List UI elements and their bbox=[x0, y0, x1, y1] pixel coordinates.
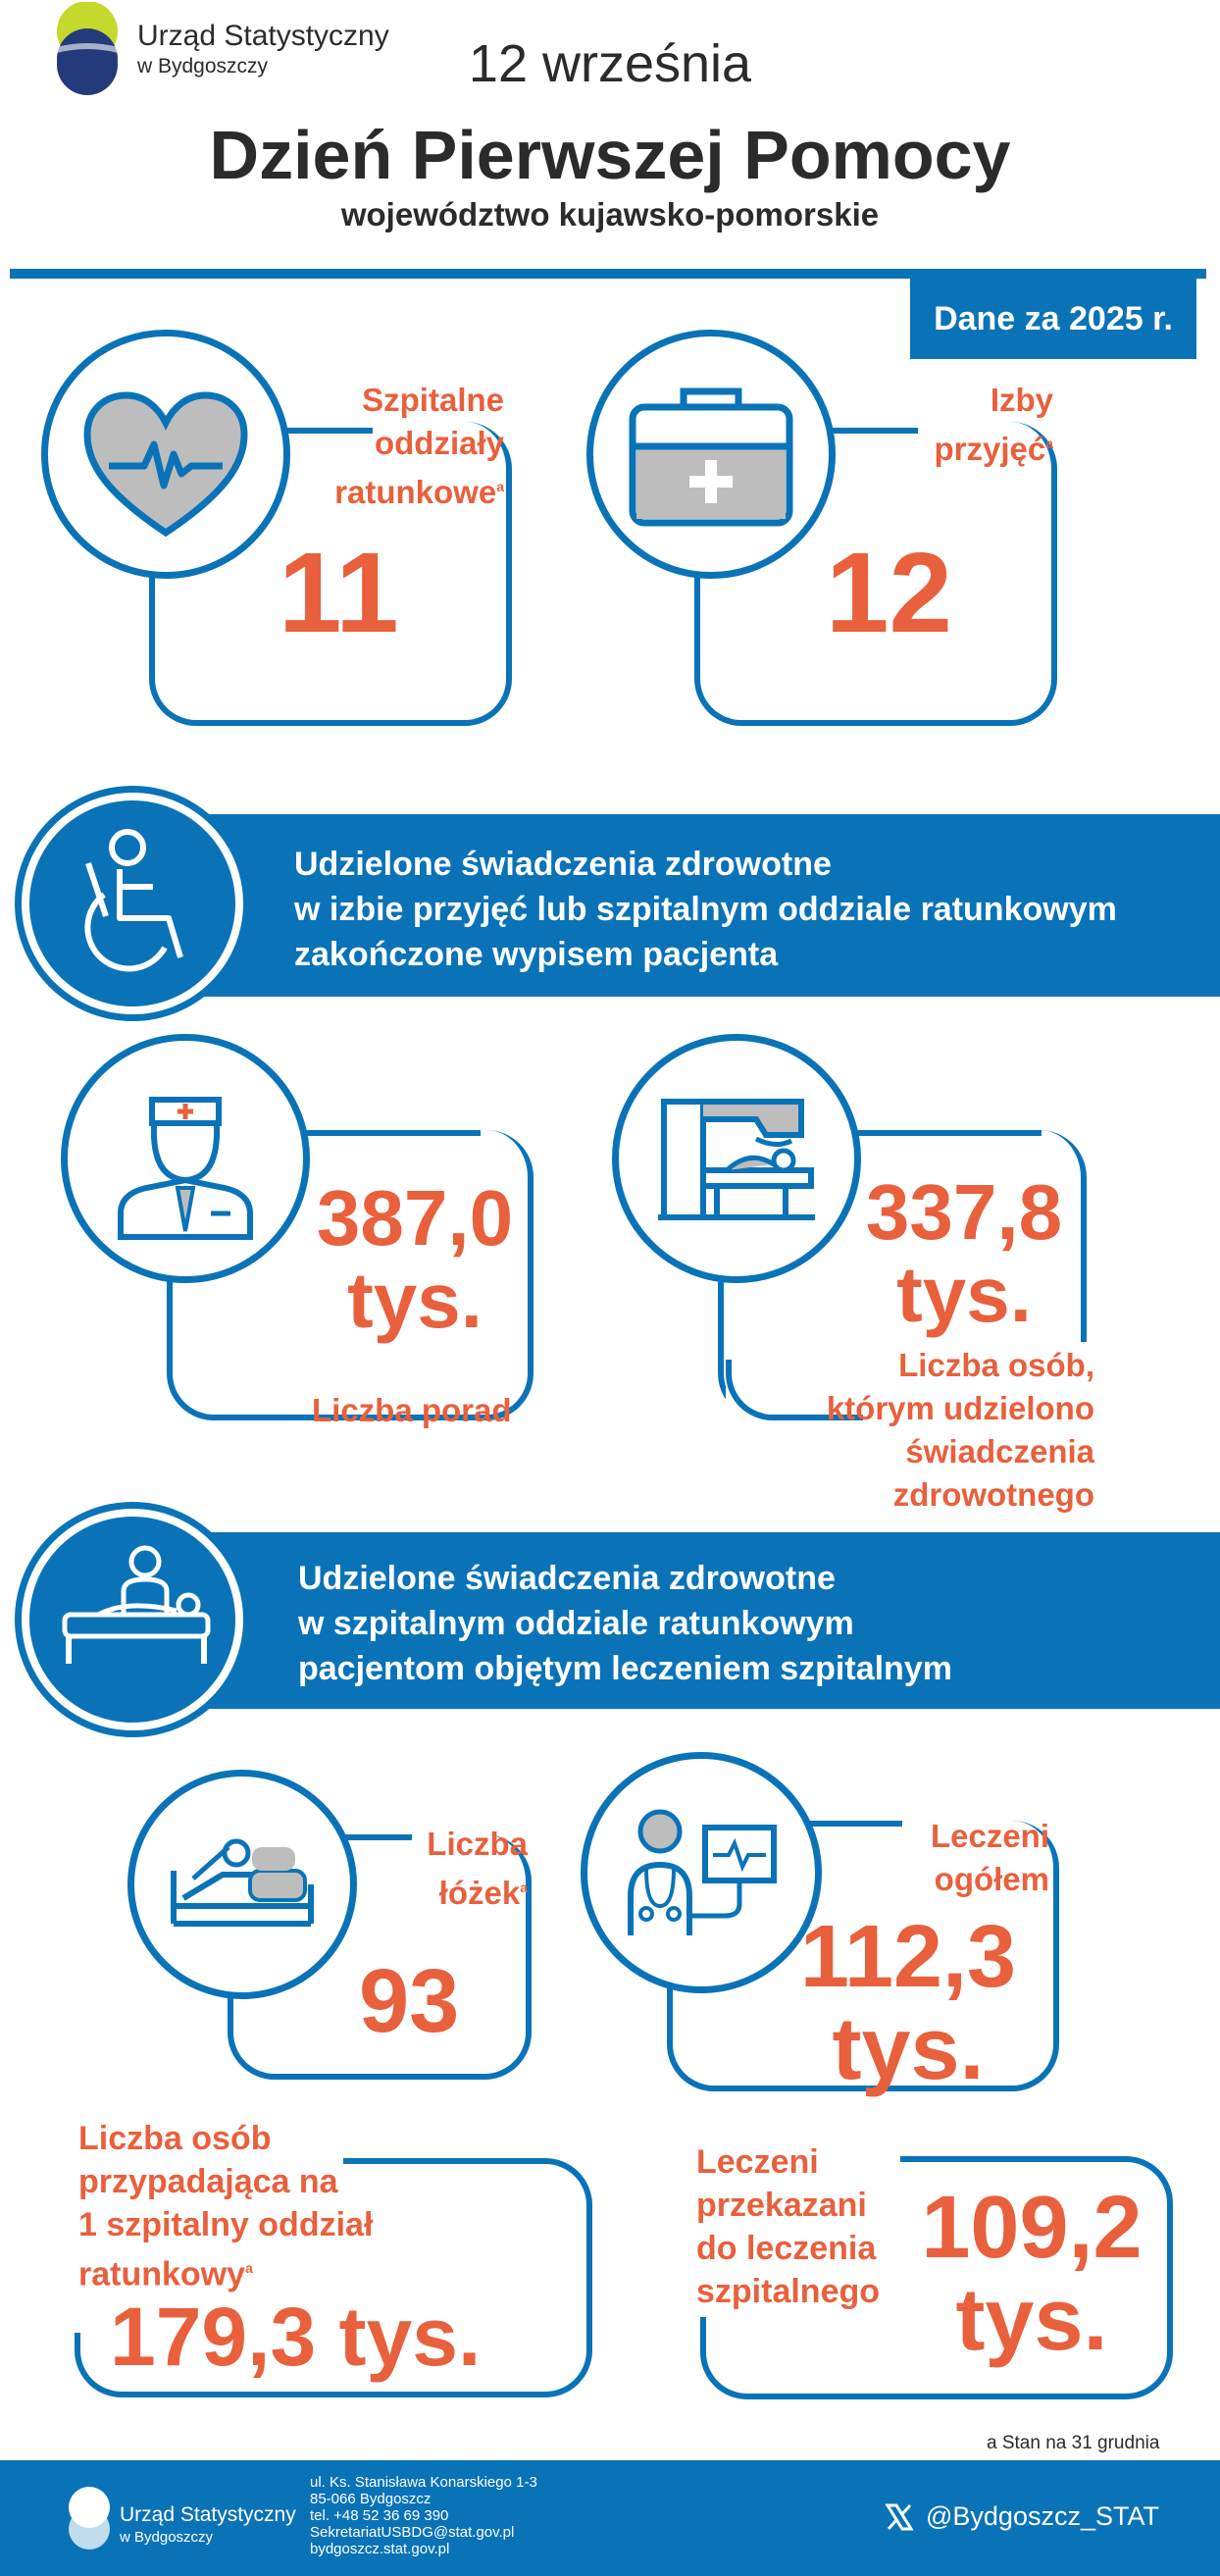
patient-bed-doctor-icon bbox=[29, 1517, 235, 1723]
lozka-value: 93 bbox=[359, 1951, 460, 2051]
na1-label: Liczba osób przypadająca na 1 szpitalny oddział ratunkowy$^a$ bbox=[78, 2120, 374, 2293]
sor-value: 11 bbox=[279, 529, 399, 656]
footnote: a Stan na 31 grudnia bbox=[987, 2433, 1160, 2453]
doctor-monitor-icon bbox=[587, 1759, 815, 1986]
ip-circle bbox=[586, 330, 836, 579]
osoby-label: Liczba osób, którym udzielono świadczenia zdrowotnego bbox=[826, 1347, 1094, 1513]
logo-text: Urząd Statystyczny bbox=[137, 20, 389, 52]
year-badge: Dane za 2025 r. bbox=[910, 279, 1196, 359]
footer bbox=[0, 2460, 1220, 2576]
x-logo-icon bbox=[885, 2502, 914, 2532]
lozka-label: Liczba łóżek$^a$ bbox=[427, 1826, 528, 1911]
porady-label: Liczba porad bbox=[312, 1392, 512, 1428]
heart-pulse-icon bbox=[48, 336, 283, 572]
date-title: 12 września bbox=[468, 34, 752, 93]
sor-circle bbox=[41, 330, 290, 579]
footer-website-link[interactable]: bydgoszcz.stat.gov.pl bbox=[310, 2541, 450, 2557]
wheelchair-icon bbox=[29, 800, 235, 1006]
przek-value: 109,2 tys. bbox=[921, 2179, 1143, 2369]
ip-value: 12 bbox=[826, 529, 953, 656]
logo-subtext: w Bydgoszczy bbox=[137, 55, 269, 77]
footer-address: ul. Ks. Stanisława Konarskiego 1-3 85-066 Bydgoszcz tel. +48 52 36 69 390 SekretariatUSBDG@stat.gov.pl bydgoszcz.stat.gov.pl bbox=[310, 2474, 537, 2557]
banner-hospital-circle bbox=[22, 1509, 243, 1730]
leczeni-circle bbox=[581, 1752, 822, 1993]
footer-logo-icon bbox=[65, 2486, 114, 2550]
header-divider bbox=[10, 269, 1206, 279]
na1-value: 179,3 tys. bbox=[110, 2291, 482, 2383]
banner-discharge-circle bbox=[22, 793, 243, 1014]
porady-circle bbox=[61, 1034, 310, 1283]
footer-x-link[interactable] bbox=[885, 2501, 1159, 2532]
lozka-circle bbox=[127, 1770, 357, 1999]
leczeni-label: Leczeni ogółem bbox=[930, 1818, 1049, 1897]
footer-logo-text: Urząd Statystyczny bbox=[120, 2503, 296, 2526]
hospital-bed-icon bbox=[134, 1777, 350, 1992]
footer-logo-subtext: w Bydgoszczy bbox=[120, 2529, 214, 2546]
leczeni-value: 112,3 tys. bbox=[799, 1908, 1017, 2098]
porady-value: 387,0 tys. bbox=[316, 1174, 514, 1344]
first-aid-kit-icon bbox=[593, 336, 829, 572]
przek-label: Leczeni przekazani do leczenia szpitalnego bbox=[696, 2143, 881, 2310]
osoby-circle bbox=[612, 1034, 861, 1283]
x-handle: @Bydgoszcz_STAT bbox=[926, 2501, 1159, 2531]
osoby-value: 337,8 tys. bbox=[865, 1168, 1063, 1338]
ip-label: Izby przyjęć$^a$ bbox=[934, 382, 1053, 467]
ct-scanner-icon bbox=[619, 1041, 854, 1276]
sor-label: Szpitalne oddziały ratunkowe$^a$ bbox=[334, 382, 504, 510]
banner-discharge-bar: Udzielone świadczenia zdrowotne w izbie przyjęć lub szpitalnym oddziale ratunkowym zakończone wypisem pacjenta bbox=[137, 814, 1220, 997]
region-subtitle: województwo kujawsko-pomorskie bbox=[340, 196, 880, 232]
doctor-icon bbox=[68, 1041, 303, 1276]
footer-email-link[interactable]: SekretariatUSBDG@stat.gov.pl bbox=[310, 2524, 515, 2541]
banner-hospital-bar: Udzielone świadczenia zdrowotne w szpitalnym oddziale ratunkowym pacjentom objętym leczeniem szpitalnym bbox=[137, 1532, 1220, 1709]
page-title: Dzień Pierwszej Pomocy bbox=[209, 117, 1011, 193]
